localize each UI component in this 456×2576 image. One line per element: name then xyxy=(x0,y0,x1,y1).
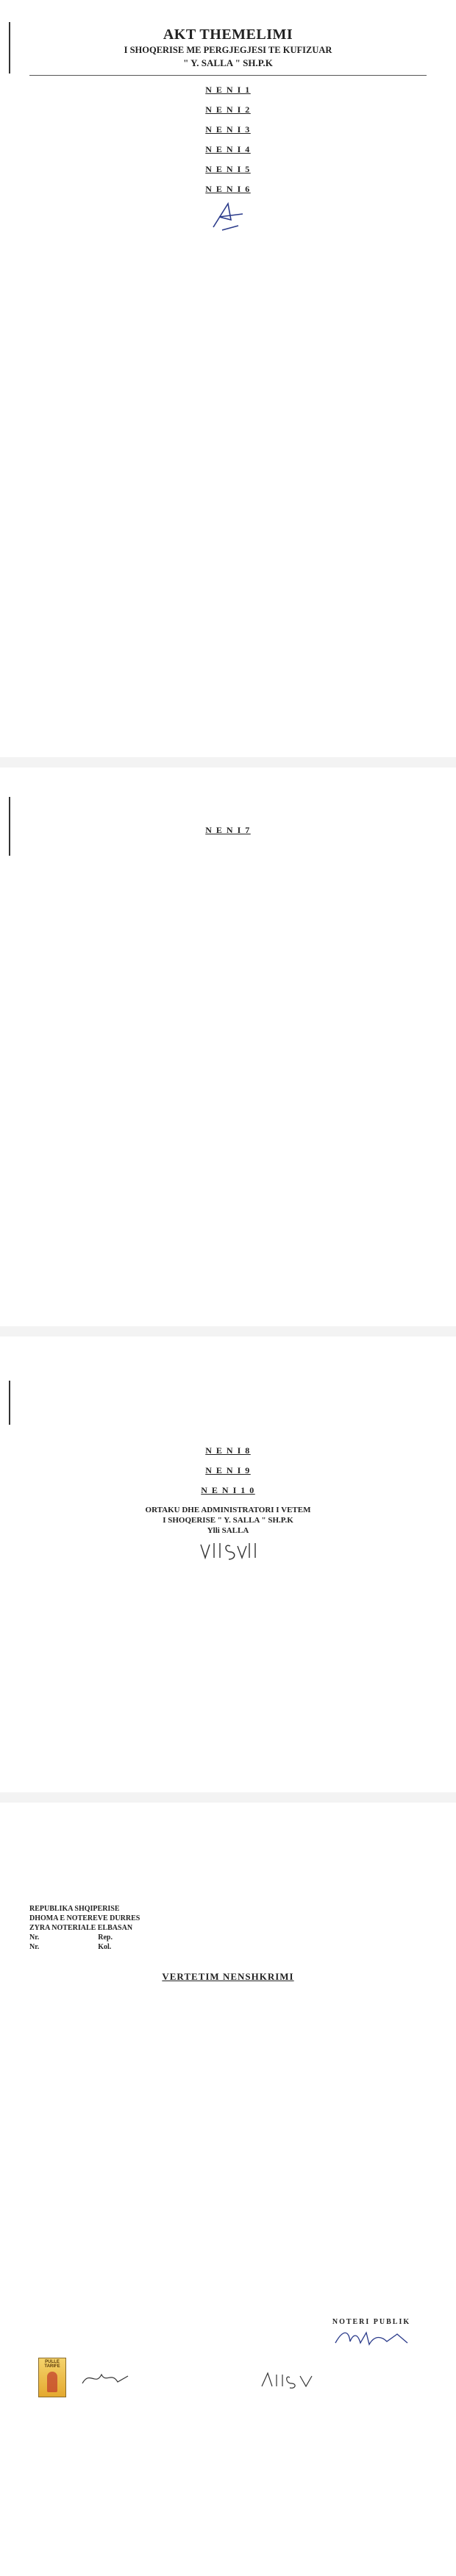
second-signature xyxy=(257,2369,316,2391)
signer-company: I SHOQERISE " Y. SALLA " SH.P.K xyxy=(163,1516,293,1525)
handwritten-signature xyxy=(195,1539,261,1564)
margin-mark xyxy=(9,22,10,74)
collection-number: Nr. Kol. xyxy=(29,1943,112,1951)
header-office: ZYRA NOTERIALE ELBASAN xyxy=(29,1924,133,1932)
document-page-1 xyxy=(0,0,456,757)
article-6-heading: N E N I 6 xyxy=(205,184,251,194)
signature-mark xyxy=(206,198,250,235)
document-subtitle: I SHOQERISE ME PERGJEGJESI TE KUFIZUAR xyxy=(124,45,332,55)
notary-office-header xyxy=(29,1904,427,1952)
notary-title: NOTERI PUBLIK xyxy=(332,2318,411,2326)
article-4-heading: N E N I 4 xyxy=(205,144,251,154)
article-1-heading: N E N I 1 xyxy=(205,85,251,95)
page-separator xyxy=(0,1792,456,1803)
article-2-heading: N E N I 2 xyxy=(205,104,251,115)
page-separator xyxy=(0,1326,456,1337)
document-title: AKT THEMELIMI xyxy=(163,26,293,43)
stamp-signature xyxy=(79,2369,131,2389)
repertory-number: Nr. Rep. xyxy=(29,1933,113,1942)
article-9-heading: N E N I 9 xyxy=(205,1465,251,1475)
document-page-2 xyxy=(0,768,456,1326)
certification-title: VERTETIM NENSHKRIMI xyxy=(162,1971,294,1982)
notary-block xyxy=(331,2317,412,2352)
tax-stamp: PULLE TARIFE xyxy=(38,2358,66,2397)
article-8-heading: N E N I 8 xyxy=(205,1445,251,1456)
company-name: " Y. SALLA " SH.P.K xyxy=(183,57,273,68)
page-separator xyxy=(0,757,456,768)
article-10-heading: N E N I 1 0 xyxy=(201,1485,255,1495)
article-7-heading: N E N I 7 xyxy=(205,825,251,835)
margin-mark xyxy=(9,1381,10,1425)
stamp-figure-icon xyxy=(47,2372,57,2392)
document-page-3 xyxy=(0,1337,456,1792)
article-5-heading: N E N I 5 xyxy=(205,164,251,174)
signer-title: ORTAKU DHE ADMINISTRATORI I VETEM xyxy=(145,1506,311,1514)
signer-name: Ylli SALLA xyxy=(207,1526,249,1535)
notary-signature xyxy=(331,2327,412,2349)
header-republic: REPUBLIKA SHQIPERISE xyxy=(29,1905,120,1913)
founder-signature-block xyxy=(29,1505,427,1536)
document-page-4 xyxy=(0,1803,456,2576)
header-chamber: DHOMA E NOTEREVE DURRES xyxy=(29,1914,140,1922)
title-rule xyxy=(29,75,427,76)
margin-mark xyxy=(9,797,10,856)
article-3-heading: N E N I 3 xyxy=(205,124,251,135)
